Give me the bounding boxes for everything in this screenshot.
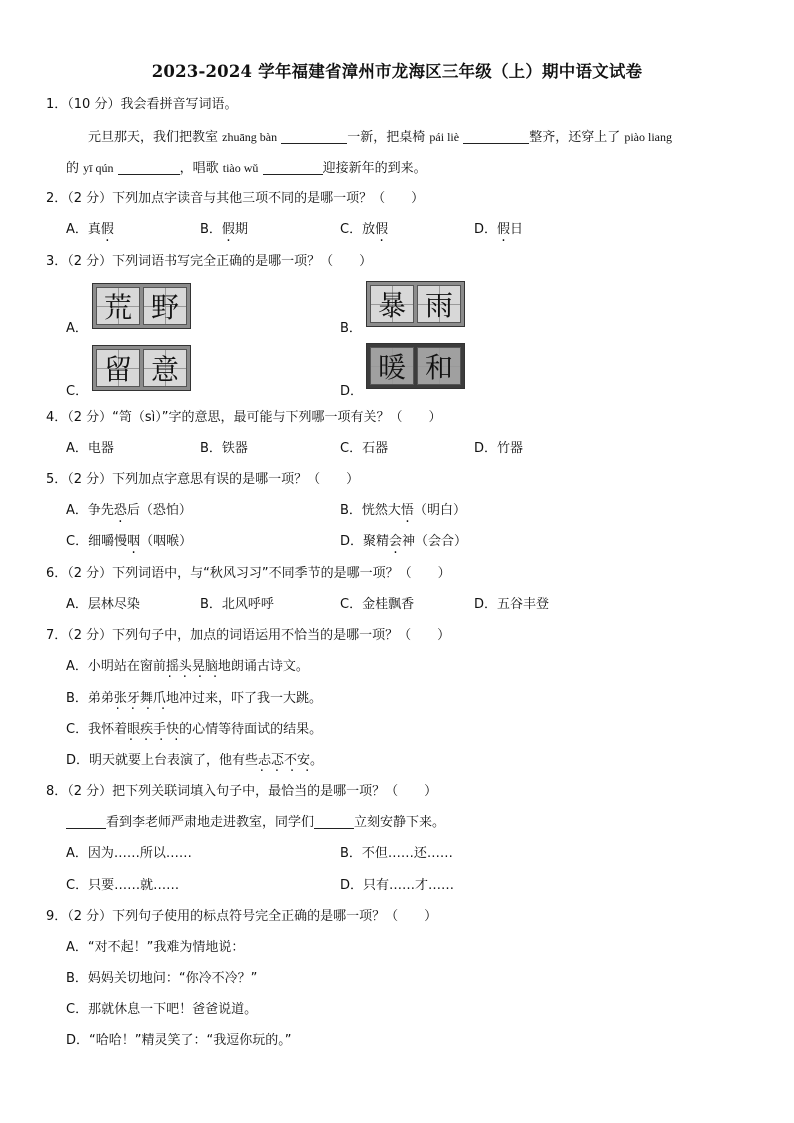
question-3-option-b[interactable]: B．	[340, 321, 362, 336]
question-8-option-d[interactable]: D．只有……才……	[340, 878, 455, 893]
pinyin-2: pái liè	[429, 130, 460, 144]
question-7-option-b[interactable]: B．弟弟张牙舞爪 · · · ·地冲过来，吓了我一大跳。	[66, 690, 322, 708]
question-9-option-b[interactable]: B．妈妈关切地问：“你冷不冷？”	[66, 971, 258, 986]
question-2-option-c[interactable]: C．放假	[340, 222, 389, 237]
question-8-option-c[interactable]: C．只要……就……	[66, 878, 180, 893]
question-5-option-b[interactable]: B．恍然大悟（明白）	[340, 503, 466, 518]
question-6-stem: 6．（2 分）下列词语中，与“秋风习习”不同季节的是哪一项？（ ）	[46, 566, 451, 581]
pinyin-4: yī qún	[83, 161, 114, 175]
question-7-option-d[interactable]: D．明天就要上台表演了，他有些忐忑不安 · · · ·。	[66, 752, 323, 770]
question-4-option-b[interactable]: B．铁器	[200, 441, 248, 456]
question-4-stem: 4．（2 分）“笥（sì）”字的意思，最可能与下列哪一项有关？（ ）	[46, 410, 442, 425]
question-4-option-a[interactable]: A．电器	[66, 441, 114, 456]
question-4-option-c[interactable]: C．石器	[340, 441, 389, 456]
answer-blank-2[interactable]	[463, 129, 529, 144]
answer-blank-4[interactable]	[263, 160, 323, 175]
answer-blank-6[interactable]	[314, 814, 354, 829]
question-2-option-a[interactable]: A．真假	[66, 222, 114, 237]
question-6-option-d[interactable]: D．五谷丰登	[474, 597, 550, 612]
answer-blank-3[interactable]	[118, 160, 180, 175]
page-title: 2023-2024 学年福建省漳州市龙海区三年级（上）期中语文试卷	[151, 62, 643, 81]
answer-blank-1[interactable]	[281, 129, 347, 144]
question-6-option-c[interactable]: C．金桂飘香	[340, 597, 415, 612]
question-8-stem: 8．（2 分）把下列关联词填入句子中，最恰当的是哪一项？（ ）	[46, 784, 438, 799]
question-2-stem: 2．（2 分）下列加点字读音与其他三项不同的是哪一项？（ ）	[46, 191, 425, 206]
question-4-option-d[interactable]: D．竹器	[474, 441, 524, 456]
question-9-option-a[interactable]: A．“对不起！”我难为情地说：	[66, 940, 245, 955]
pinyin-1: zhuāng bàn	[222, 130, 278, 144]
question-3-stem: 3．（2 分）下列词语书写完全正确的是哪一项？（ ）	[46, 254, 373, 269]
question-8-option-a[interactable]: A．因为……所以……	[66, 846, 192, 861]
option-a-word-image: 荒 野	[92, 283, 191, 329]
question-2-option-d[interactable]: D．假日	[474, 222, 524, 237]
question-7-stem: 7．（2 分）下列句子中，加点的词语运用不恰当的是哪一项？（ ）	[46, 628, 451, 643]
question-5-option-a[interactable]: A．争先恐后（恐怕）	[66, 503, 192, 518]
pinyin-3: piào liang	[624, 130, 672, 144]
question-1-line-1: 元旦那天，我们把教室 zhuāng bàn 一新，把桌椅 pái liè 整齐，还穿上了 piào liang	[88, 130, 672, 145]
question-6-option-a[interactable]: A．层林尽染	[66, 597, 140, 612]
question-1-stem: 1．（10 分）我会看拼音写词语。	[46, 97, 238, 112]
option-c-word-image: 留 意	[92, 345, 191, 391]
question-5-stem: 5．（2 分）下列加点字意思有误的是哪一项？（ ）	[46, 472, 360, 487]
question-9-option-c[interactable]: C．那就休息一下吧！爸爸说道。	[66, 1002, 258, 1017]
question-9-stem: 9．（2 分）下列句子使用的标点符号完全正确的是哪一项？（ ）	[46, 909, 438, 924]
question-5-option-c[interactable]: C．细嚼慢咽（咽喉）	[66, 534, 193, 549]
question-7-option-a[interactable]: A．小明站在窗前摇头晃脑 · · · ·地朗诵古诗文。	[66, 658, 309, 676]
option-b-word-image: 暴 雨	[366, 281, 465, 327]
question-5-option-d[interactable]: D．聚精会神（会合）	[340, 534, 468, 549]
question-7-option-c[interactable]: C．我怀着眼疾手快 · · · ·的心情等待面试的结果。	[66, 721, 322, 739]
answer-blank-5[interactable]	[66, 814, 106, 829]
question-8-option-b[interactable]: B．不但……还……	[340, 846, 453, 861]
question-6-option-b[interactable]: B．北风呼呼	[200, 597, 274, 612]
question-9-option-d[interactable]: D．“哈哈！”精灵笑了：“我逗你玩的。”	[66, 1033, 292, 1048]
question-3-option-a[interactable]: A．	[66, 321, 88, 336]
question-2-option-b[interactable]: B．假期	[200, 222, 248, 237]
question-3-option-c[interactable]: C．	[66, 384, 89, 399]
question-8-sentence: 看到李老师严肃地走进教室，同学们 立刻安静下来。	[66, 814, 445, 832]
pinyin-5: tiào wǔ	[222, 161, 259, 175]
question-3-option-d[interactable]: D．	[340, 384, 364, 399]
option-d-word-image: 暖 和	[366, 343, 465, 389]
question-1-line-2: 的 yī qún ，唱歌 tiào wǔ 迎接新年的到来。	[66, 161, 427, 176]
